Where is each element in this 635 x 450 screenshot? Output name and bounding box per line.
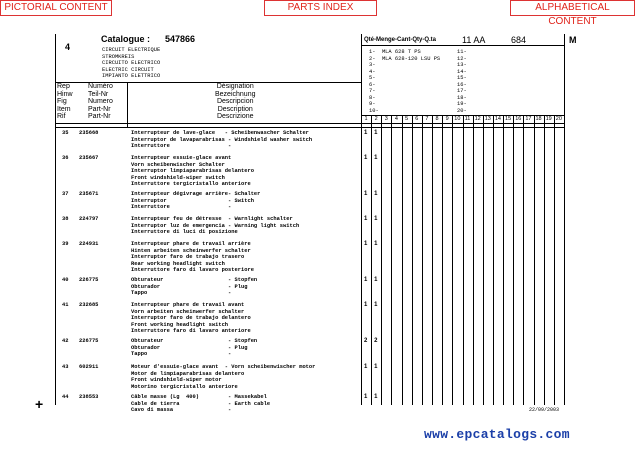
description-line: Interrupteur phare de travail avant (131, 302, 245, 308)
rep-header (57, 83, 73, 121)
grid-column-number: 18 (535, 116, 542, 122)
pictorial-content-button[interactable]: PICTORIAL CONTENT (0, 0, 112, 16)
part-number[interactable]: 238553 (79, 394, 99, 400)
rep-number: 43 (62, 364, 69, 370)
grid-column-number: 6 (415, 116, 419, 122)
grid-line (473, 115, 474, 405)
quantity-value: 1 (374, 394, 378, 400)
grid-column-number: 5 (405, 116, 409, 122)
part-number-header (88, 83, 113, 121)
quantity-value: 1 (364, 277, 368, 283)
model-line: 12- (457, 55, 467, 62)
grid-column-number: 11 (464, 116, 471, 122)
description-line: Interruttore di luci di posizione (131, 229, 238, 235)
grid-line (463, 115, 464, 405)
catalogue-number: 547866 (165, 34, 196, 44)
part-description (131, 155, 254, 188)
description-line: Interruptor luz de emergencia - Warning light switch (131, 222, 300, 229)
description-line: Interruptor de lavaparabrisas - Windshield washer switch (131, 136, 313, 143)
qty-label: Qté-Menge-Cant-Qty-Q.ta (364, 37, 436, 43)
rep-number: 42 (62, 338, 69, 344)
print-date: 22/09/2003 (529, 407, 560, 413)
part-description (131, 216, 299, 236)
grid-column-number: 2 (374, 116, 378, 122)
grid-line (412, 115, 413, 405)
description-header (215, 83, 255, 121)
part-number-header-line: Part-Nr (88, 113, 111, 121)
rep-number: 36 (62, 155, 69, 161)
description-header-line: Descrizione (216, 113, 254, 121)
section-title-line: STROMKREIS (102, 53, 135, 60)
quantity-value: 1 (374, 155, 378, 161)
quantity-value: 1 (364, 216, 368, 222)
description-line: Cable de tierra - Earth cable (131, 400, 271, 407)
description-header-line: Bezeichnung (215, 90, 256, 98)
grid-column-number: 13 (484, 116, 491, 122)
rep-number: 41 (62, 302, 69, 308)
section-title-line: CIRCUIT ELECTRIQUE (102, 47, 161, 53)
model-line: 18- (457, 94, 467, 101)
description-line: Interruptor faro de trabajo trasero (131, 254, 245, 260)
part-number-header-line: Numero (88, 98, 113, 106)
section-title-line: IMPIANTO ELETTRICO (102, 73, 161, 79)
quantity-value: 1 (374, 191, 378, 197)
part-number-header-line: Numéro (88, 83, 113, 90)
description-line: Cavo di massa - (131, 407, 232, 413)
part-description (131, 277, 257, 297)
description-line: Interrupteur essuie-glace avant (131, 155, 232, 161)
grid-column-number: 16 (515, 116, 522, 122)
description-line: Obturateur - Stopfen (131, 277, 258, 283)
description-header-line: Description (217, 105, 253, 113)
grid-column-number: 14 (494, 116, 501, 122)
model-line: 16- (457, 81, 467, 88)
description-line: Interruptor limpiaparabrisas delantero (131, 168, 254, 174)
part-number[interactable]: 224931 (79, 241, 99, 247)
rep-header-line: Fig (57, 98, 67, 106)
part-description (131, 364, 315, 390)
description-line: Hinten arbeiten scheinwerfer schalter (131, 247, 251, 254)
description-line: Interruttore tergicristallo anteriore (131, 181, 251, 187)
part-number-header-line: Teil-Nr (88, 90, 109, 98)
rep-number: 37 (62, 191, 69, 197)
description-line: Interruttore faro di lavaro posteriore (131, 267, 254, 273)
model-line: 17- (457, 88, 467, 94)
description-line: Interrupteur phare de travail arrière (131, 241, 251, 247)
grid-column-number: 4 (394, 116, 398, 122)
grid-line (432, 115, 433, 405)
model-line: 10- (369, 107, 379, 114)
parts-sheet (55, 34, 577, 413)
part-number[interactable]: 226775 (79, 338, 99, 344)
grid-line (523, 115, 524, 405)
rep-number: 39 (62, 241, 69, 247)
description-line: Interrupteur dégivrage arrière- Schalter (131, 191, 261, 197)
model-line: 7- (369, 88, 376, 94)
part-number[interactable]: 224797 (79, 216, 99, 222)
section-title-line: CIRCUITO ELECTRICO (102, 60, 161, 66)
description-line: Interruttore faro di lavaro anteriore (131, 328, 251, 334)
part-description (131, 302, 251, 335)
rep-header-line: Rep (57, 83, 70, 90)
expand-plus-button[interactable]: + (35, 396, 44, 412)
quantity-value: 1 (374, 216, 378, 222)
part-number[interactable]: 235668 (79, 130, 99, 136)
rep-number: 40 (62, 277, 69, 283)
model-line: 20- (457, 107, 467, 114)
rep-header-line: Hinw (57, 90, 73, 98)
part-number[interactable]: 232685 (79, 302, 99, 308)
description-header-line: Désignation (216, 83, 254, 90)
models-left (369, 49, 440, 114)
grid-line (534, 115, 535, 405)
grid-column-number: 10 (454, 116, 461, 122)
quantity-value: 1 (374, 364, 378, 370)
model-line: 6- (369, 81, 376, 88)
grid-column-number: 15 (505, 116, 512, 122)
quantity-value: 1 (364, 394, 368, 400)
model-line: 2- MLA 628-120 LSU PS (369, 55, 441, 62)
part-number[interactable]: 226775 (79, 277, 99, 283)
quantity-value: 1 (364, 364, 368, 370)
part-description (131, 394, 270, 414)
model-line: 5- (369, 75, 376, 81)
part-number-header-line: Part-Nr (88, 105, 111, 113)
description-line: Front windshield-wiper switch (131, 174, 225, 181)
grid-line (554, 115, 555, 405)
alphabetical-content-button[interactable]: ALPHABETICAL CONTENT (510, 0, 635, 16)
model-line: 4- (369, 68, 376, 75)
rep-header-line: Item (57, 105, 71, 113)
model-line: 15- (457, 75, 467, 81)
description-line: Rear working headlight switch (131, 260, 225, 267)
website-link[interactable]: www.epcatalogs.com (424, 427, 570, 442)
description-line: Motor de limpiaparabrisas delantero (131, 370, 245, 377)
grid-line (422, 115, 423, 405)
page-letter: M (569, 35, 577, 45)
part-number[interactable]: 235667 (79, 155, 99, 161)
description-line: Obturador - Plug (131, 283, 248, 290)
model-line: 9- (369, 101, 376, 107)
description-header-line: Descripcion (216, 98, 254, 106)
grid-line (513, 115, 514, 405)
model-line: 8- (369, 94, 376, 101)
model-line: 19- (457, 101, 467, 107)
grid-column-number: 7 (425, 116, 429, 122)
description-line: Tappo - (131, 351, 232, 357)
description-line: Front windshield-wiper motor (131, 377, 222, 383)
section-number: 4 (65, 42, 71, 52)
grid-line (452, 115, 453, 405)
description-line: Interrupteur de lave-glace - Scheibenwascher Schalter (131, 130, 309, 136)
grid-column-number: 8 (435, 116, 439, 122)
grid-line (402, 115, 403, 405)
description-line: Vorn arbeiten scheinwerfer schalter (131, 308, 245, 315)
part-description (131, 241, 254, 274)
description-line: Obturador - Plug (131, 344, 248, 351)
grid-line (483, 115, 484, 405)
quantity-value: 1 (364, 130, 368, 136)
description-line: Interruttore - (131, 204, 232, 210)
code: 11 AA (462, 35, 486, 45)
model-line: 13- (457, 62, 467, 68)
description-line: Interruptor - Switch (131, 197, 254, 204)
model-line: 11- (457, 49, 467, 55)
parts-index-button[interactable]: PARTS INDEX (264, 0, 377, 16)
description-line: Moteur d'essuie-glace avant - Vorn scheibenwischer motor (131, 364, 316, 370)
grid-line (442, 115, 443, 405)
model-line: 3- (369, 62, 376, 68)
grid-column-number: 20 (555, 116, 562, 122)
grid-line (493, 115, 494, 405)
part-number[interactable]: 602911 (79, 364, 99, 370)
grid-column-number: 9 (445, 116, 449, 122)
description-line: Interruttore - (131, 143, 232, 149)
grid-line (371, 115, 372, 405)
grid-line (503, 115, 504, 405)
quantity-value: 2 (364, 338, 368, 344)
quantity-value: 1 (364, 241, 368, 247)
description-line: Câble masse (Lg 400) - Massekabel (131, 394, 267, 400)
rep-number: 38 (62, 216, 69, 222)
part-description (131, 191, 260, 211)
page-number: 684 (511, 35, 527, 45)
catalogue-label: Catalogue : (101, 34, 151, 44)
part-description (131, 130, 312, 150)
quantity-value: 1 (374, 130, 378, 136)
models-right (457, 49, 467, 114)
quantity-value: 1 (364, 155, 368, 161)
model-line: 1- MLA 628 T PS (369, 49, 421, 55)
description-line: Front working headlight switch (131, 321, 229, 328)
quantity-value: 1 (374, 277, 378, 283)
rep-number: 44 (62, 394, 69, 400)
part-number[interactable]: 235671 (79, 191, 99, 197)
grid-column-number: 19 (545, 116, 552, 122)
description-line: Motorino tergicristallo anteriore (131, 383, 238, 390)
description-line: Tappo - (131, 290, 232, 296)
grid-line (381, 115, 382, 405)
part-description (131, 338, 257, 358)
quantity-value: 1 (364, 302, 368, 308)
grid-line (544, 115, 545, 405)
grid-column-number: 17 (525, 116, 532, 122)
rep-number: 35 (62, 130, 69, 136)
grid-line (391, 115, 392, 405)
section-title-line: ELECTRIC CIRCUIT (102, 66, 154, 73)
quantity-value: 1 (364, 191, 368, 197)
quantity-value: 1 (374, 241, 378, 247)
description-line: Vorn scheibenwischer Schalter (131, 161, 225, 168)
rep-header-line: Rif (57, 113, 66, 121)
section-titles (102, 47, 160, 80)
description-line: Obturateur - Stopfen (131, 338, 258, 344)
model-line: 14- (457, 68, 467, 75)
quantity-value: 1 (374, 302, 378, 308)
description-line: Interrupteur feu de détresse - Warnlight schalter (131, 216, 293, 222)
grid-column-number: 12 (474, 116, 481, 122)
grid-column-number: 1 (364, 116, 368, 122)
grid-column-number: 3 (384, 116, 388, 122)
quantity-value: 2 (374, 338, 378, 344)
description-line: Interruptor faro de trabajo delantero (131, 315, 251, 321)
